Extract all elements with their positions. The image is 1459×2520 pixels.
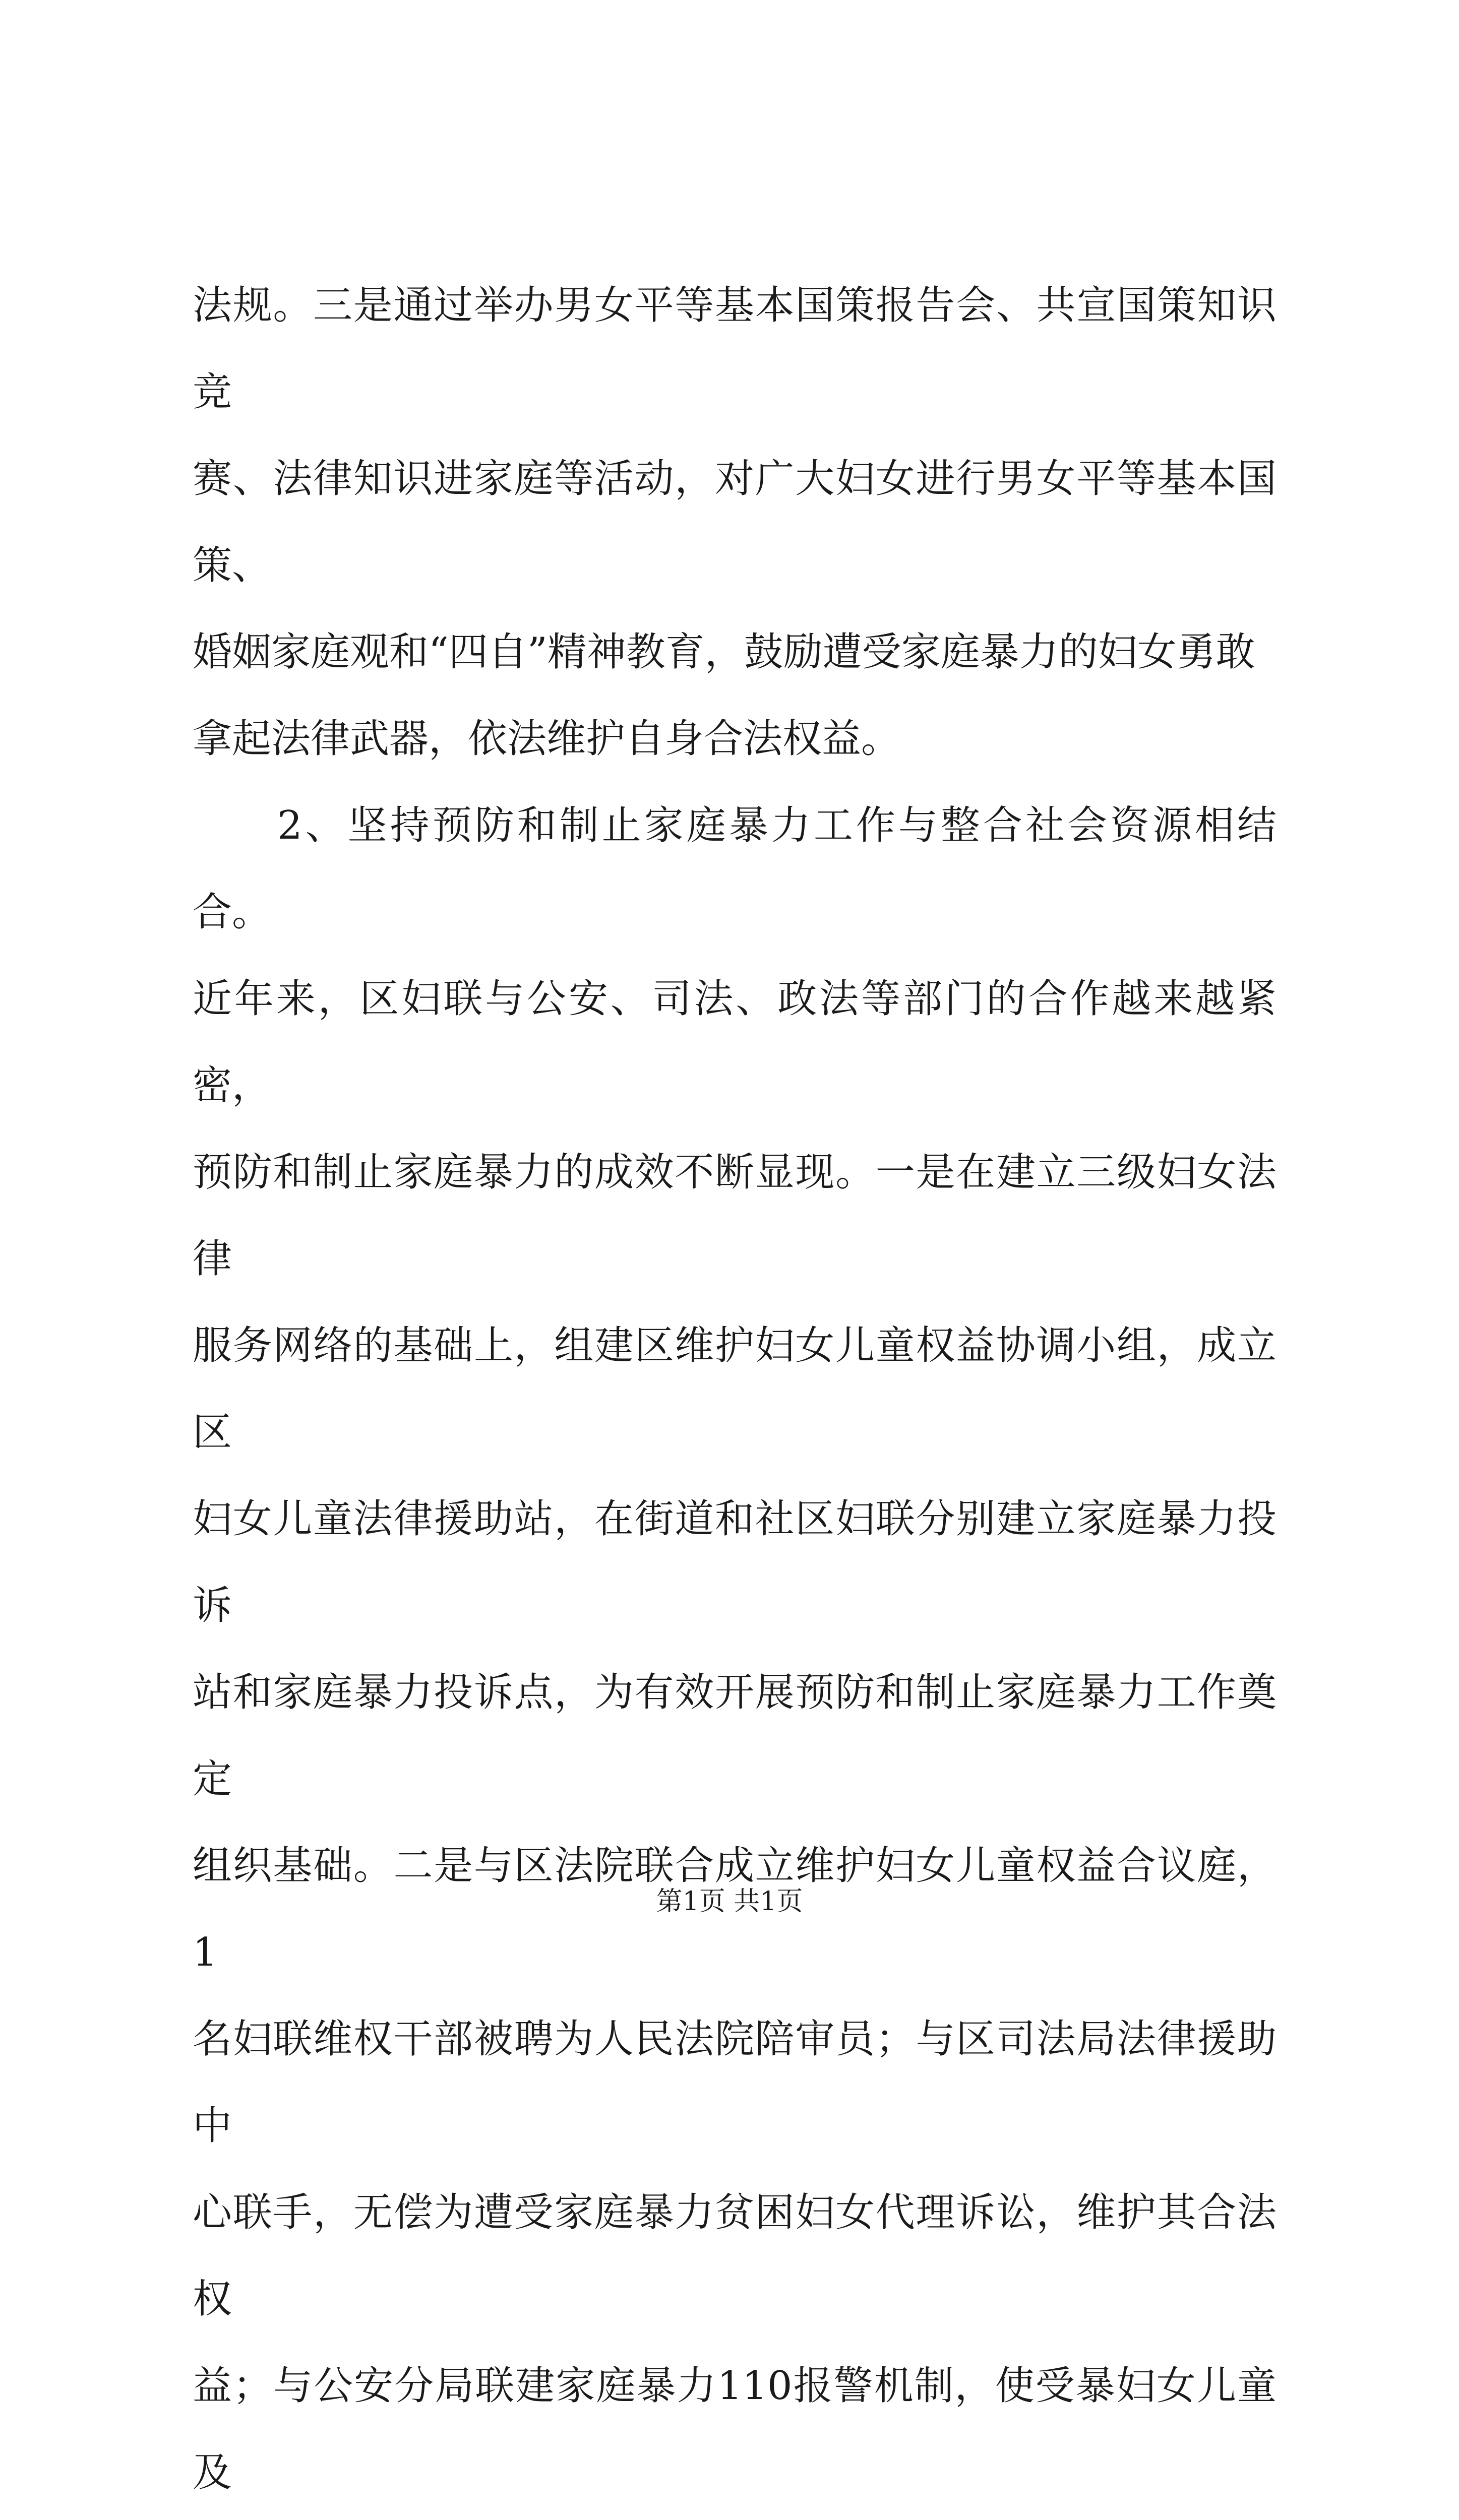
text-line: 名妇联维权干部被聘为人民法院陪审员；与区司法局法律援助中: [193, 2017, 1276, 2149]
text-line: [193, 2516, 1276, 2520]
page-footer: 第1页 共1页: [656, 1886, 803, 1917]
text-line: 2、坚持预防和制止家庭暴力工作与整合社会资源相结合。: [193, 803, 1276, 935]
text-line: 预防和制止家庭暴力的成效不断显现。一是在建立三级妇女法律: [193, 1150, 1276, 1282]
text-line: 近年来，区妇联与公安、司法、政法等部门的合作越来越紧密，: [193, 976, 1276, 1108]
text-line: 站和家庭暴力投诉点，为有效开展预防和制止家庭暴力工作奠定: [193, 1670, 1276, 1802]
text-line: 服务网络的基础上，组建区维护妇女儿童权益协调小组，成立区: [193, 1323, 1276, 1455]
text-line: 妇女儿童法律援助站，在街道和社区妇联分别建立家庭暴力投诉: [193, 1496, 1276, 1628]
text-line: 心联手，无偿为遭受家庭暴力贫困妇女代理诉讼，维护其合法权: [193, 2190, 1276, 2322]
text-line: 组织基础。二是与区法院联合成立维护妇女儿童权益合议庭，1: [193, 1843, 1276, 1975]
text-line: 拿起法律武器，依法维护自身合法权益。: [193, 716, 901, 762]
body-text: [193, 262, 1276, 2520]
text-line: 赛、法律知识进家庭等活动，对广大妇女进行男女平等基本国策、: [193, 456, 1276, 588]
text-line: 法规。三是通过举办男女平等基本国策报告会、共宣国策知识竞: [193, 283, 1276, 415]
text-line: 婚姻家庭观和“四自”精神教育，鼓励遭受家庭暴力的妇女勇敢: [193, 629, 1255, 675]
text-line: 益；与公安分局联建家庭暴力110报警机制，使受暴妇女儿童及: [193, 2363, 1276, 2495]
